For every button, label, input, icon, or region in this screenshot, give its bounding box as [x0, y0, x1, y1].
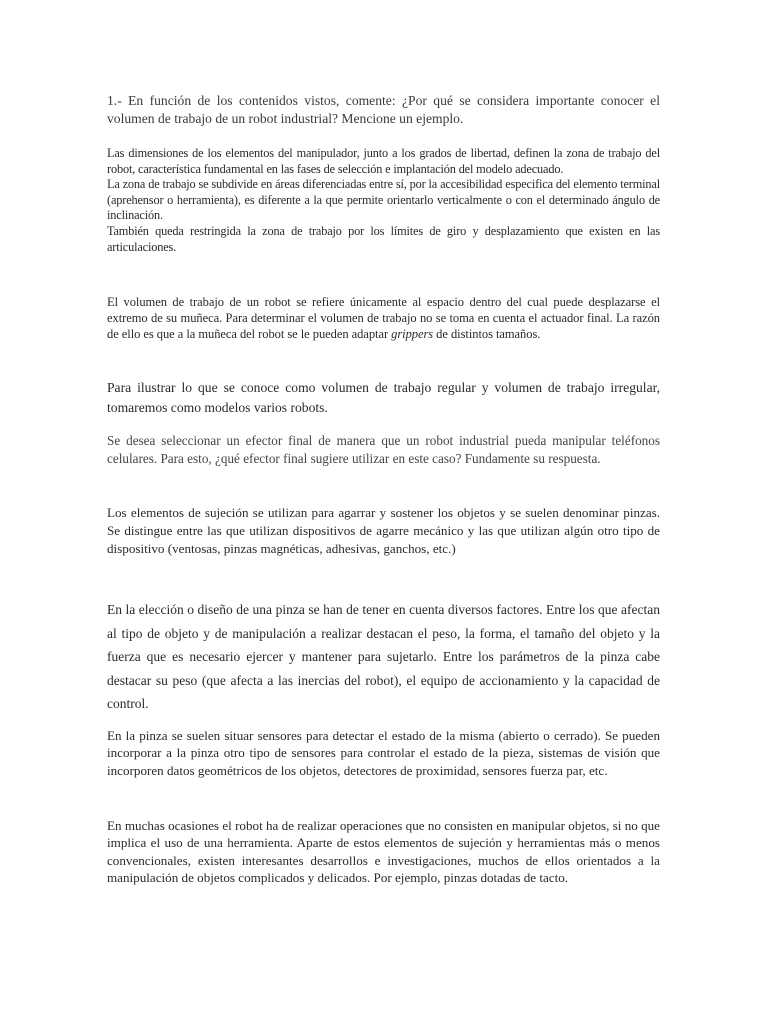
dimensiones-text-2: La zona de trabajo se subdivide en áreas diferenciadas entre sí, por la accesibilidad especifica del elemento terminal (aprehensor o herramienta), es diferente a la que permite orientarlo verticalmente o con el determinado ángulo de inclinación.	[107, 177, 660, 223]
volumen-text-before: El volumen de trabajo de un robot se refiere únicamente al espacio dentro del cual puede desplazarse el extremo de su muñeca. Para determinar el volumen de trabajo no se toma en cuenta el actuador final. La razón de ello es que a la muñeca del robot se le pueden adaptar	[107, 295, 660, 341]
ilustrar-paragraph: Para ilustrar lo que se conoce como volumen de trabajo regular y volumen de trabajo irregular, tomaremos como modelos varios robots.	[107, 380, 660, 415]
ocasiones-paragraph: En muchas ocasiones el robot ha de realizar operaciones que no consisten en manipular objetos, si no que implica el uso de una herramienta. Aparte de estos elementos de sujeción y herramientas más o menos convencionales, existen interesantes desarrollos e investigaciones, muchos de ellos orientados a la manipulación de objetos complicados y delicados. Por ejemplo, pinzas dotadas de tacto.	[107, 818, 660, 885]
sensores-paragraph: En la pinza se suelen situar sensores para detectar el estado de la misma (abierto o cerrado). Se pueden incorporar a la pinza otro tipo de sensores para controlar el estado de la pieza, sistemas de visión que incorporen datos geométricos de los objetos, detectores de proximidad, sensores fuerza par, etc.	[107, 728, 660, 778]
dimensiones-text-3: También queda restringida la zona de trabajo por los límites de giro y desplazamiento que existen en las articulaciones.	[107, 223, 660, 254]
dimensiones-paragraph	[107, 146, 660, 255]
question-2-paragraph: Se desea seleccionar un efector final de manera que un robot industrial pueda manipular teléfonos celulares. Para esto, ¿qué efector final sugiere utilizar en este caso? Fundamente su respuesta.	[107, 433, 660, 466]
volumen-paragraph	[107, 295, 660, 342]
eleccion-paragraph: En la elección o diseño de una pinza se han de tener en cuenta diversos factores. Entre los que afectan al tipo de objeto y de manipulación a realizar destacan el peso, la forma, el tamaño del objeto y la fuerza que es necesario ejercer y mantener para sujetarlo. Entre los parámetros de la pinza cabe destacar su peso (que afecta a las inercias del robot), el equipo de accionamiento y la capacidad de control.	[107, 602, 660, 711]
question-1-paragraph: 1.- En función de los contenidos vistos, comente: ¿Por qué se considera importante conocer el volumen de trabajo de un robot industrial? Mencione un ejemplo.	[107, 93, 660, 126]
dimensiones-text-1: Las dimensiones de los elementos del manipulador, junto a los grados de libertad, definen la zona de trabajo del robot, característica fundamental en las fases de selección e implantación del modelo adecuado.	[107, 146, 660, 176]
grippers-term: grippers	[391, 326, 434, 341]
volumen-text-after: de distintos tamaños.	[433, 326, 541, 341]
sujecion-paragraph: Los elementos de sujeción se utilizan para agarrar y sostener los objetos y se suelen denominar pinzas. Se distingue entre las que utilizan dispositivos de agarre mecánico y las que utilizan algún otro tipo de dispositivo (ventosas, pinzas magnéticas, adhesivas, ganchos, etc.)	[107, 505, 660, 556]
